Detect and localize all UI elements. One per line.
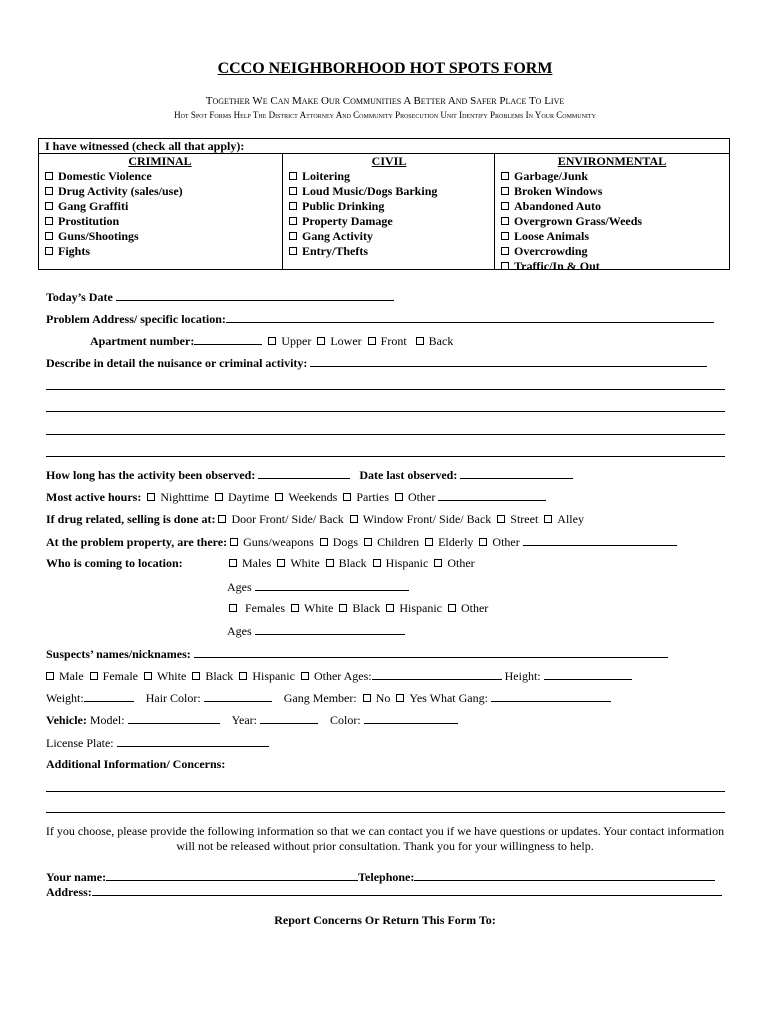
option-label: Weekends (288, 490, 338, 504)
checkbox[interactable] (275, 493, 283, 501)
how-long-field[interactable] (258, 467, 350, 479)
active-hours-other-field[interactable] (438, 489, 546, 501)
checkbox[interactable] (501, 172, 509, 180)
checkbox-item[interactable] (501, 229, 723, 244)
option-label: Guns/weapons (243, 535, 314, 549)
vehicle-row (46, 712, 458, 728)
checkbox[interactable] (289, 187, 297, 195)
checkbox[interactable] (45, 232, 53, 240)
checkbox-label: Loitering (302, 169, 350, 183)
males-ages-row (227, 579, 409, 595)
option-label: Street (510, 512, 539, 526)
color-field[interactable] (364, 712, 458, 724)
civil-heading: CIVIL (371, 154, 407, 168)
checkbox-label: Fights (58, 244, 91, 258)
checkbox-item[interactable] (501, 244, 723, 259)
checkbox-item[interactable] (289, 214, 489, 229)
witnessed-label: I have witnessed (check all that apply): (45, 139, 245, 153)
checkbox[interactable] (395, 493, 403, 501)
additional-info-line[interactable] (46, 791, 725, 792)
describe-field[interactable] (310, 355, 707, 367)
checkbox-item[interactable] (501, 214, 723, 229)
height-label: Height: (504, 669, 541, 683)
ages-label: Ages (227, 624, 252, 638)
how-long-label: How long has the activity been observed: (46, 468, 256, 482)
checkbox-label: Abandoned Auto (514, 199, 602, 213)
checkbox[interactable] (448, 604, 456, 612)
license-plate-field[interactable] (117, 735, 269, 747)
checkbox-item[interactable] (45, 169, 275, 184)
duration-row (46, 467, 573, 483)
checkbox[interactable] (268, 337, 276, 345)
checkbox[interactable] (501, 232, 509, 240)
todays-date-row (46, 289, 394, 305)
option-label: Hispanic (385, 556, 429, 570)
checkbox[interactable] (45, 202, 53, 210)
active-hours-row (46, 489, 546, 505)
what-gang-field[interactable] (491, 690, 611, 702)
checkbox[interactable] (416, 337, 424, 345)
license-plate-label: License Plate: (46, 736, 114, 750)
criminal-column (45, 154, 275, 259)
option-label: Children (377, 535, 420, 549)
option-label: Other (313, 669, 342, 683)
checkbox-label: Traffic/In & Out (514, 259, 600, 273)
color-label: Color: (330, 713, 361, 727)
option-label: Door Front/ Side/ Back (231, 512, 344, 526)
checkbox-label: Entry/Thefts (302, 244, 368, 258)
describe-line[interactable] (46, 434, 725, 435)
property-row (46, 534, 677, 550)
ages-label: Ages (227, 580, 252, 594)
vehicle-label: Vehicle: (46, 713, 87, 727)
checkbox[interactable] (289, 217, 297, 225)
weight-field[interactable] (84, 690, 134, 702)
checkbox[interactable] (343, 493, 351, 501)
checkbox[interactable] (396, 694, 404, 702)
option-label: Other (460, 601, 489, 615)
checkbox-label: Broken Windows (514, 184, 603, 198)
who-females-row (229, 601, 488, 616)
property-label: At the problem property, are there: (46, 535, 228, 549)
who-males-row (229, 556, 475, 571)
option-label: Black (338, 556, 367, 570)
checkbox[interactable] (326, 559, 334, 567)
checkbox-item[interactable] (289, 184, 489, 199)
option-label: Hispanic (252, 669, 295, 683)
option-label: Black (205, 669, 234, 683)
contact-note: If you choose, please provide the following information so that we can contact you if we have questions or updates. Your contact information will not be released without prior consultation. Thank you for your willingness to help. (45, 824, 725, 853)
checkbox[interactable] (45, 247, 53, 255)
checkbox[interactable] (425, 538, 433, 546)
hair-color-label: Hair Color: (145, 691, 201, 705)
witnessed-checklist-box (38, 138, 730, 273)
drug-related-label: If drug related, selling is done at: (46, 512, 216, 526)
describe-line[interactable] (46, 411, 725, 412)
checkbox[interactable] (364, 538, 372, 546)
checkbox[interactable] (46, 672, 54, 680)
model-field[interactable] (128, 712, 220, 724)
gang-member-label: Gang Member: (283, 691, 357, 705)
option-label: Window Front/ Side/ Back (362, 512, 492, 526)
checkbox[interactable] (289, 247, 297, 255)
checkbox-item[interactable] (45, 244, 275, 259)
form-title: CCCO NEIGHBORHOOD HOT SPOTS FORM (217, 60, 553, 77)
checkbox[interactable] (301, 672, 309, 680)
checkbox[interactable] (289, 202, 297, 210)
todays-date-field[interactable] (116, 289, 394, 301)
option-label: Yes (409, 691, 427, 705)
checkbox[interactable] (501, 262, 509, 270)
checkbox[interactable] (239, 672, 247, 680)
checkbox[interactable] (320, 538, 328, 546)
contact-row (46, 869, 715, 885)
address-field[interactable] (92, 884, 722, 896)
checkbox-label: Overgrown Grass/Weeds (514, 214, 643, 228)
checkbox[interactable] (479, 538, 487, 546)
checkbox[interactable] (215, 493, 223, 501)
describe-line[interactable] (46, 389, 725, 390)
height-field[interactable] (544, 668, 632, 680)
option-label: Females (245, 601, 285, 615)
checkbox[interactable] (277, 559, 285, 567)
option-label: Other (447, 556, 475, 570)
option-label: White (156, 669, 187, 683)
checkbox-label: Garbage/Junk (514, 169, 589, 183)
checkbox-label: Drug Activity (sales/use) (58, 184, 183, 198)
suspects-label: Suspects’ names/nicknames: (46, 647, 191, 661)
suspect-ages-label: Ages: (343, 669, 372, 683)
suspects-field[interactable] (194, 646, 668, 658)
option-label: White (304, 601, 334, 615)
license-plate-row (46, 735, 269, 751)
form-subtitle-secondary: Hot Spot Forms Help The District Attorney And Community Prosecution Unit Identify Problems In Your Community (174, 110, 596, 120)
checkbox[interactable] (229, 559, 237, 567)
problem-address-field[interactable] (226, 311, 714, 323)
year-label: Year: (231, 713, 258, 727)
checkbox-item[interactable] (45, 199, 275, 214)
checkbox-item[interactable] (45, 184, 275, 199)
option-label: No (375, 691, 391, 705)
checkbox[interactable] (501, 217, 509, 225)
males-ages-field[interactable] (255, 579, 409, 591)
checkbox-label: Domestic Violence (58, 169, 152, 183)
option-label: Daytime (228, 490, 270, 504)
checkbox[interactable] (363, 694, 371, 702)
checkbox[interactable] (368, 337, 376, 345)
checkbox[interactable] (317, 337, 325, 345)
environmental-heading: ENVIRONMENTAL (557, 154, 667, 168)
checkbox-item[interactable] (289, 244, 489, 259)
checkbox[interactable] (45, 172, 53, 180)
option-back: Back (428, 334, 454, 348)
apartment-row (90, 333, 453, 349)
describe-row (46, 355, 707, 371)
checkbox-label: Guns/Shootings (58, 229, 139, 243)
checkbox-label: Loud Music/Dogs Barking (302, 184, 438, 198)
column-divider (494, 153, 495, 269)
address-row (46, 884, 722, 900)
telephone-label: Telephone: (358, 870, 415, 884)
checkbox[interactable] (230, 538, 238, 546)
apartment-number-field[interactable] (194, 333, 262, 345)
option-label: Males (242, 556, 272, 570)
checkbox-label: Public Drinking (302, 199, 385, 213)
problem-address-row (46, 311, 714, 327)
weight-label: Weight: (46, 691, 84, 705)
suspect-ages-field[interactable] (372, 668, 502, 680)
option-label: Nighttime (160, 490, 209, 504)
checkbox[interactable] (501, 187, 509, 195)
checkbox[interactable] (45, 217, 53, 225)
checkbox-item[interactable] (289, 199, 489, 214)
column-divider (282, 153, 283, 269)
telephone-field[interactable] (414, 869, 715, 881)
checkbox[interactable] (291, 604, 299, 612)
checkbox[interactable] (386, 604, 394, 612)
year-field[interactable] (260, 712, 318, 724)
return-instructions: Report Concerns Or Return This Form To: (274, 913, 496, 927)
checkbox-label: Property Damage (302, 214, 393, 228)
checkbox-label: Gang Graffiti (58, 199, 129, 213)
option-label: Other (492, 535, 520, 549)
checkbox-item[interactable] (501, 169, 723, 184)
checkbox-label: Loose Animals (514, 229, 590, 243)
weight-row (46, 690, 611, 706)
option-upper: Upper (281, 334, 312, 348)
describe-label: Describe in detail the nuisance or criminal activity: (46, 356, 308, 370)
additional-info-line[interactable] (46, 812, 725, 813)
checkbox[interactable] (434, 559, 442, 567)
property-other-field[interactable] (523, 534, 677, 546)
additional-info-label: Additional Information/ Concerns: (46, 757, 226, 771)
apartment-number-label: Apartment number: (90, 334, 195, 348)
drug-related-row (46, 512, 584, 527)
environmental-column (501, 154, 723, 274)
option-label: Elderly (438, 535, 474, 549)
option-label: Parties (356, 490, 390, 504)
females-ages-field[interactable] (255, 623, 405, 635)
option-front: Front (380, 334, 407, 348)
checkbox[interactable] (218, 515, 226, 523)
checkbox[interactable] (144, 672, 152, 680)
form-subtitle: Together We Can Make Our Communities A Better And Safer Place To Live (205, 95, 565, 107)
date-last-label: Date last observed: (359, 468, 458, 482)
checkbox-label: Gang Activity (302, 229, 373, 243)
suspects-row (46, 646, 668, 662)
criminal-heading: CRIMINAL (128, 154, 192, 168)
todays-date-label: Today’s Date (46, 290, 113, 304)
checkbox[interactable] (147, 493, 155, 501)
option-lower: Lower (330, 334, 362, 348)
option-label: Hispanic (399, 601, 442, 615)
checkbox[interactable] (501, 202, 509, 210)
checkbox[interactable] (497, 515, 505, 523)
problem-address-label: Problem Address/ specific location: (46, 312, 226, 326)
checkbox[interactable] (192, 672, 200, 680)
describe-line[interactable] (46, 456, 725, 457)
checkbox[interactable] (373, 559, 381, 567)
checkbox-label: Prostitution (58, 214, 120, 228)
suspect-description-row (46, 668, 632, 684)
checkbox-item[interactable] (45, 229, 275, 244)
option-label: Male (59, 669, 84, 683)
what-gang-label: What Gang: (429, 691, 488, 705)
option-label: Other (408, 490, 436, 504)
hair-color-field[interactable] (204, 690, 272, 702)
option-label: Black (352, 601, 381, 615)
checkbox[interactable] (544, 515, 552, 523)
checkbox-item[interactable] (289, 169, 489, 184)
active-hours-label: Most active hours: (46, 490, 142, 504)
your-name-label: Your name: (46, 870, 107, 884)
checkbox[interactable] (289, 172, 297, 180)
model-label: Model: (89, 713, 125, 727)
checkbox-label: Overcrowding (514, 244, 588, 258)
checkbox[interactable] (90, 672, 98, 680)
address-label: Address: (46, 885, 92, 899)
checkbox[interactable] (350, 515, 358, 523)
checkbox-item[interactable] (289, 229, 489, 244)
who-coming-label: Who is coming to location: (46, 556, 183, 570)
checkbox-item[interactable] (501, 199, 723, 214)
date-last-field[interactable] (460, 467, 573, 479)
checkbox[interactable] (289, 232, 297, 240)
civil-column (289, 154, 489, 259)
checkbox[interactable] (339, 604, 347, 612)
checkbox-item[interactable] (45, 214, 275, 229)
checkbox[interactable] (45, 187, 53, 195)
your-name-field[interactable] (106, 869, 358, 881)
option-label: Dogs (332, 535, 359, 549)
checkbox-item[interactable] (501, 259, 723, 274)
option-label: Female (102, 669, 138, 683)
checkbox[interactable] (229, 604, 237, 612)
option-label: Alley (557, 512, 584, 526)
females-ages-row (227, 623, 405, 639)
checkbox[interactable] (501, 247, 509, 255)
checkbox-item[interactable] (501, 184, 723, 199)
option-label: White (290, 556, 320, 570)
